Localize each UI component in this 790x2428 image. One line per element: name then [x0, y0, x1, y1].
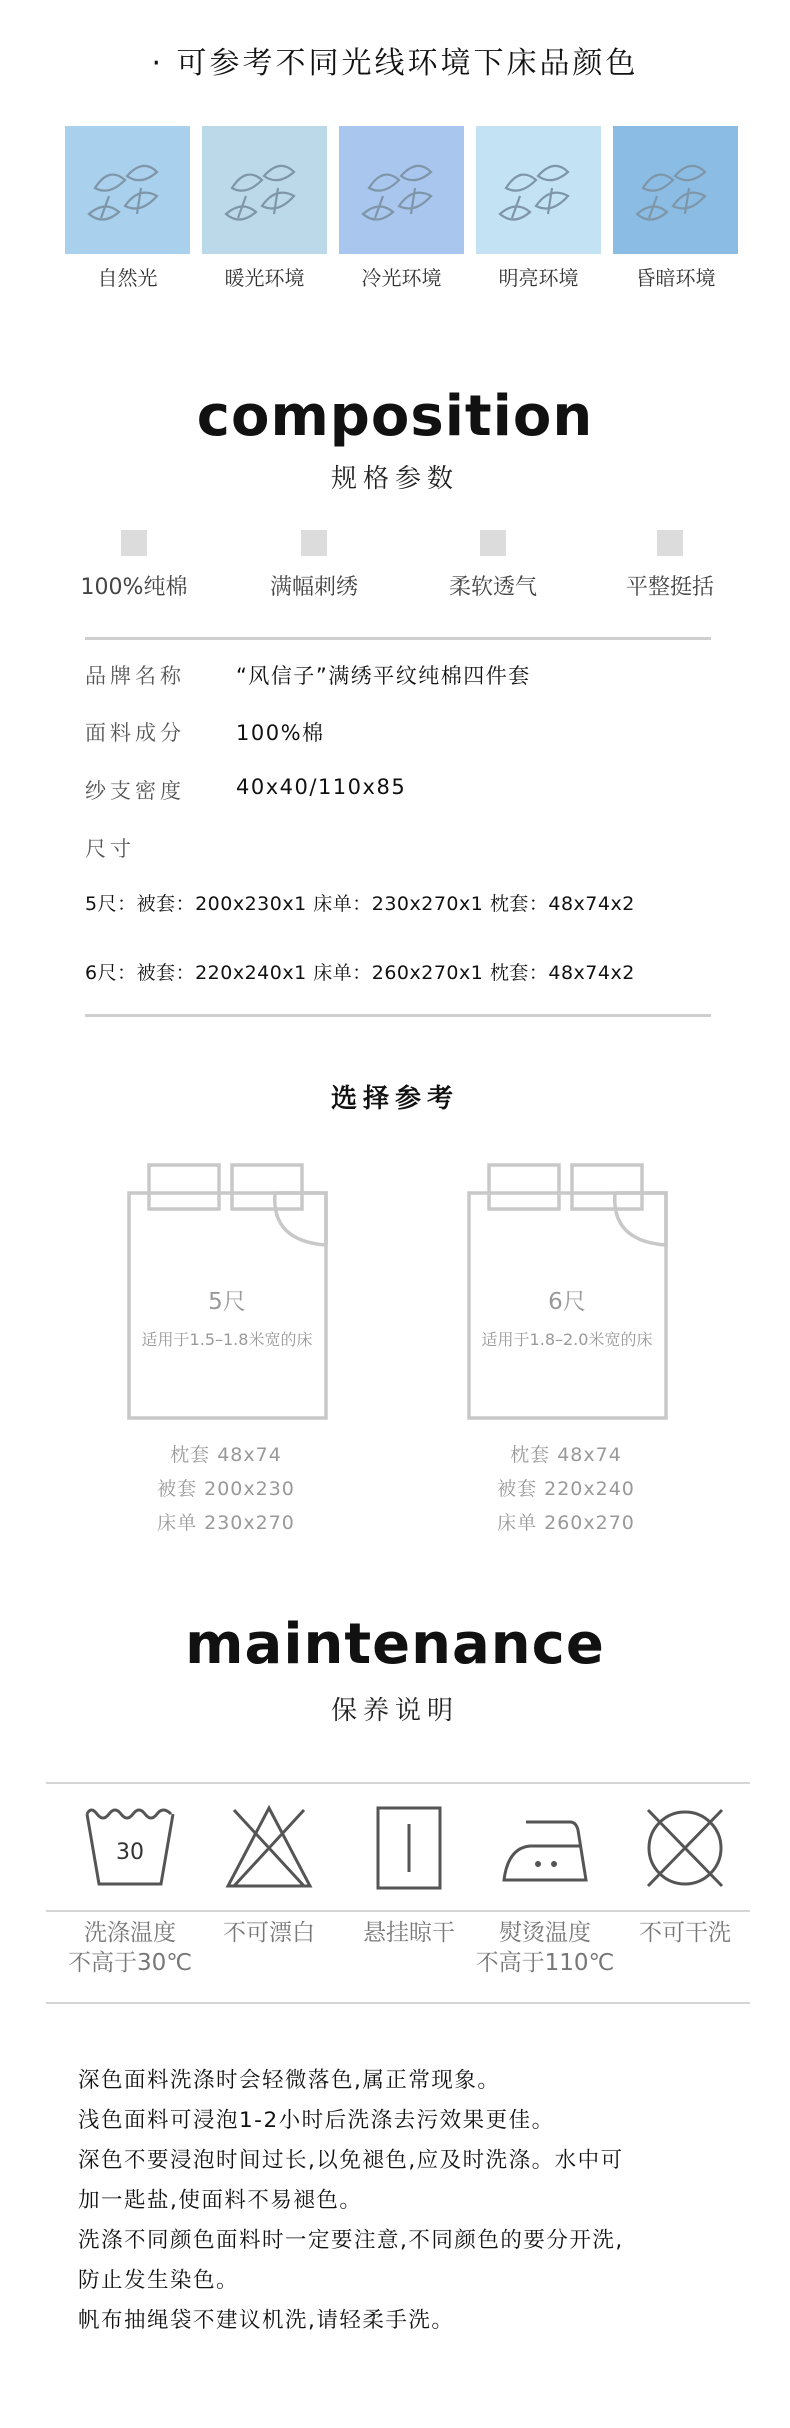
swatch-natural-light [65, 126, 190, 254]
care-label: 熨烫温度 不高于110℃ [475, 1920, 615, 1976]
bed-spec: 枕套 48x74 [170, 1444, 282, 1466]
feature-icon [480, 530, 506, 556]
bed-size-label: 6尺 [548, 1289, 586, 1315]
spec-value: 40x40/110x85 [236, 775, 407, 799]
spec-key: 面料成分 [85, 721, 185, 745]
swatch-label: 暖光环境 [224, 266, 305, 290]
bed-size-label: 5尺 [208, 1289, 246, 1315]
spec-key: 尺寸 [85, 837, 135, 861]
bed-spec: 床单 260x270 [497, 1512, 635, 1534]
care-note: 防止发生染色。 [78, 2268, 240, 2293]
divider [46, 1782, 750, 1784]
size-line-6chi: 6尺：被套：220x240x1 床单：260x270x1 枕套：48x74x2 [85, 962, 635, 984]
bed-spec: 床单 230x270 [157, 1512, 295, 1534]
composition-subtitle: 规格参数 [330, 464, 459, 494]
swatch-dim-light [613, 126, 738, 254]
divider [85, 637, 711, 640]
care-note: 深色不要浸泡时间过长,以免褪色,应及时洗涤。水中可 [78, 2148, 624, 2173]
care-label: 悬挂晾干 [363, 1920, 455, 1946]
iron-icon [500, 1802, 590, 1892]
divider [46, 2002, 750, 2004]
spec-key: 品牌名称 [85, 664, 185, 688]
care-note: 浅色面料可浸泡1-2小时后洗涤去污效果更佳。 [78, 2108, 555, 2133]
care-note: 洗涤不同颜色面料时一定要注意,不同颜色的要分开洗, [78, 2228, 624, 2253]
feature-icon [301, 530, 327, 556]
hang-dry-icon [364, 1802, 454, 1892]
lighting-title: · 可参考不同光线环境下床品颜色 [151, 46, 639, 81]
swatch-bright-light [476, 126, 601, 254]
swatch-label: 自然光 [97, 266, 158, 290]
composition-title: composition [196, 384, 594, 449]
divider [85, 1014, 711, 1017]
care-note: 深色面料洗涤时会轻微落色,属正常现象。 [78, 2068, 501, 2093]
divider [46, 1910, 750, 1912]
care-label: 不可干洗 [639, 1920, 731, 1946]
bed-size-desc: 适用于1.8–2.0米宽的床 [481, 1330, 653, 1349]
feature-label: 柔软透气 [448, 575, 537, 600]
no-dry-clean-icon [640, 1802, 730, 1892]
no-bleach-icon [224, 1802, 314, 1892]
swatch-warm-light [202, 126, 327, 254]
swatch-label: 明亮环境 [498, 266, 579, 290]
wash-30-icon [85, 1802, 175, 1892]
bed-spec: 被套 200x230 [157, 1478, 295, 1500]
bed-size-desc: 适用于1.5–1.8米宽的床 [141, 1330, 313, 1349]
feature-label: 满幅刺绣 [269, 575, 358, 600]
care-note: 加一匙盐,使面料不易褪色。 [78, 2188, 363, 2213]
feature-label: 平整挺括 [625, 575, 714, 600]
feature-icon [657, 530, 683, 556]
bed-spec: 枕套 48x74 [510, 1444, 622, 1466]
care-note: 帆布抽绳袋不建议机洗,请轻柔手洗。 [78, 2308, 455, 2333]
care-label: 不可漂白 [223, 1920, 315, 1946]
maintenance-subtitle: 保养说明 [330, 1696, 459, 1726]
swatch-label: 冷光环境 [361, 266, 442, 290]
feature-icon [121, 530, 147, 556]
spec-value: 100%棉 [236, 721, 325, 745]
maintenance-title: maintenance [185, 1612, 605, 1677]
reference-title: 选择参考 [330, 1084, 459, 1114]
spec-key: 纱支密度 [85, 779, 185, 803]
care-label: 洗涤温度 不高于30℃ [67, 1920, 193, 1976]
swatch-cool-light [339, 126, 464, 254]
swatch-label: 昏暗环境 [635, 266, 716, 290]
size-line-5chi: 5尺：被套：200x230x1 床单：230x270x1 枕套：48x74x2 [85, 893, 635, 915]
svg-text:30: 30 [116, 1840, 144, 1865]
spec-value: “风信子”满绣平纹纯棉四件套 [236, 664, 531, 688]
feature-label: 100%纯棉 [80, 575, 188, 600]
bed-spec: 被套 220x240 [497, 1478, 635, 1500]
